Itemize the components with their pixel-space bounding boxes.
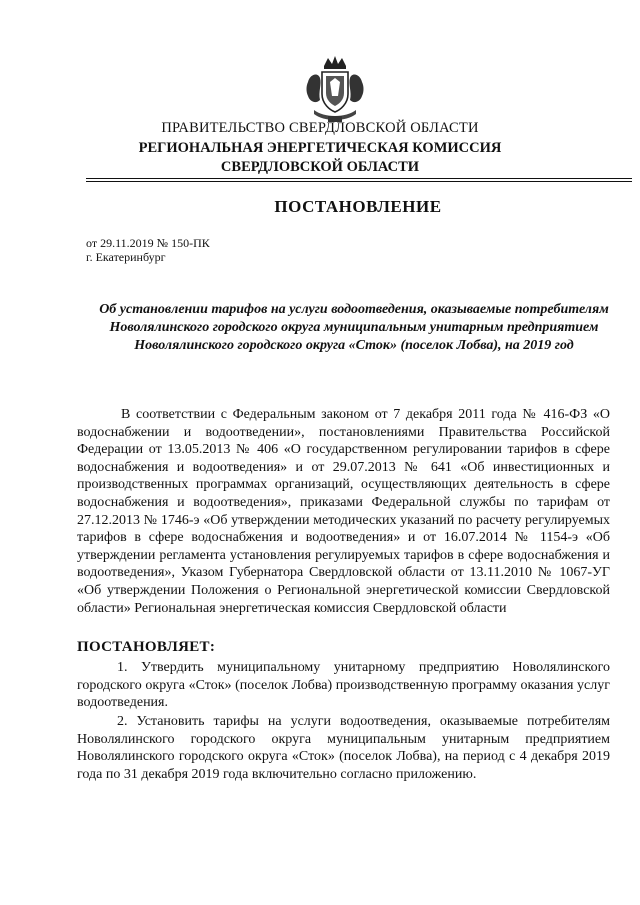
decree-word: ПОСТАНОВЛЯЕТ: bbox=[77, 639, 216, 655]
coat-of-arms-icon bbox=[300, 52, 370, 126]
org-name-line1: ПРАВИТЕЛЬСТВО СВЕРДЛОВСКОЙ ОБЛАСТИ bbox=[161, 120, 479, 136]
document-type: ПОСТАНОВЛЕНИЕ bbox=[274, 197, 442, 216]
preamble-paragraph: В соответствии с Федеральным законом от 7 декабря 2011 года № 416-ФЗ «О водоснабжении и водоотведении», постановлениями Правительства Российской Федерации от 13.05.2013 № 406 «О государственном регулировании тарифов в сфере водоснабжения и водоотведения» и от 29.07.2013 № 641 «Об инвестиционных и производственных программах организаций, осуществляющих деятельность в сфере водоснабжения и водоотведения», приказами Федеральной службы по тарифам от 27.12.2013 № 1746-э «Об утверждении методических указаний по расчету регулируемых тарифов в сфере водоснабжения и водоотведения» и от 16.07.2014 № 1154-э «Об утверждении регламента установления регулируемых тарифов в сфере водоснабжения и водоотведения», Указом Губернатора Свердловской области от 13.11.2010 № 1067-УГ «Об утверждении Положения о Региональной энергетической комиссии Свердловской области» Региональная энергетическая комиссия Свердловской области bbox=[77, 407, 610, 616]
decree-item-1: 1. Утвердить муниципальному унитарному предприятию Новолялинского городского округа «Сток» (поселок Лобва) производственную программу оказания услуг водоотведения. bbox=[77, 660, 610, 711]
document-subject: Об установлении тарифов на услуги водоотведения, оказываемые потребителям Новолялинского городского округа муниципальным унитарным предприятием Новолялинского городского округа «Сток» (поселок Лобва), на 2019 год bbox=[99, 302, 609, 353]
org-name-line3: СВЕРДЛОВСКОЙ ОБЛАСТИ bbox=[220, 159, 420, 175]
decree-item-2: 2. Установить тарифы на услуги водоотведения, оказываемые потребителям Новолялинского городского округа муниципальным унитарным предприятием Новолялинского городского округа «Сток» (поселок Лобва), на период с 4 декабря 2019 года по 31 декабря 2019 года включительно согласно приложению. bbox=[77, 714, 610, 782]
header-divider bbox=[86, 178, 632, 179]
header-divider-thin bbox=[86, 181, 632, 182]
document-date-number: от 29.11.2019 № 150-ПК bbox=[86, 236, 210, 250]
org-name-line2: РЕГИОНАЛЬНАЯ ЭНЕРГЕТИЧЕСКАЯ КОМИССИЯ bbox=[138, 140, 502, 156]
document-city: г. Екатеринбург bbox=[86, 250, 166, 264]
